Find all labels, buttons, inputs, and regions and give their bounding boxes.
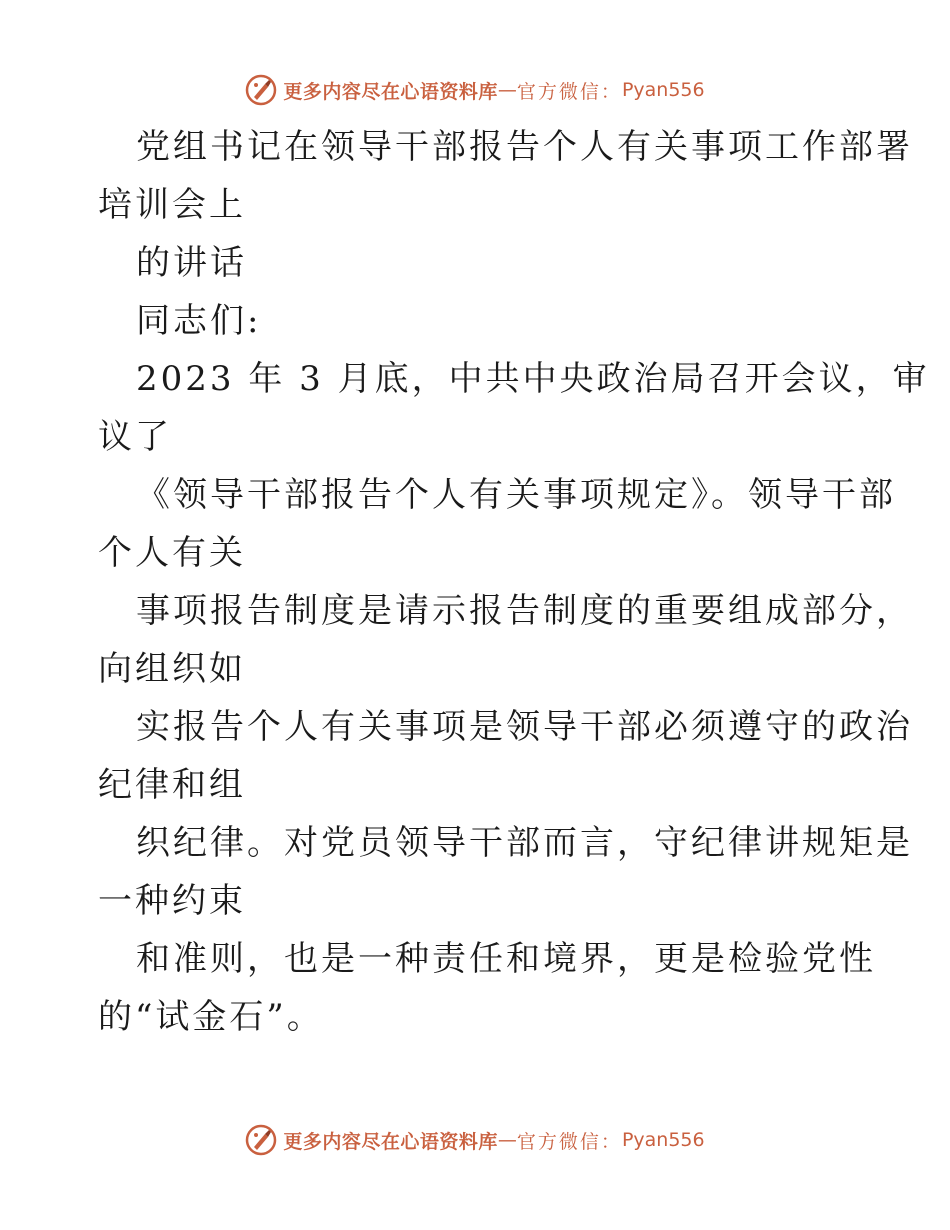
- document-line: 实报告个人有关事项是领导干部必须遵守的政治: [136, 707, 913, 747]
- document-line: 和准则，也是一种责任和境界，更是检验党性: [136, 939, 876, 979]
- footer-watermark: [0, 1120, 950, 1160]
- header-watermark: [0, 70, 950, 110]
- watermark-wechat-label: 官方微信：: [516, 80, 622, 103]
- watermark-handle: Pyan556: [621, 79, 705, 101]
- watermark-brand: 更多内容尽在心语资料库: [283, 1130, 498, 1153]
- document-line: 向组织如: [98, 649, 246, 689]
- document-line: 织纪律。对党员领导干部而言，守纪律讲规矩是: [136, 823, 913, 863]
- watermark-dash: —: [497, 79, 517, 101]
- document-line: 《领导干部报告个人有关事项规定》。领导干部: [136, 475, 896, 515]
- document-line: 培训会上: [98, 185, 246, 225]
- document-body: [98, 118, 930, 1046]
- pen-logo-icon: [245, 1124, 277, 1156]
- watermark-brand: 更多内容尽在心语资料库: [283, 80, 498, 103]
- document-line: 同志们:: [136, 301, 262, 341]
- document-line: 党组书记在领导干部报告个人有关事项工作部署: [136, 127, 913, 167]
- pen-logo-icon: [245, 74, 277, 106]
- document-line: 个人有关: [98, 533, 246, 573]
- document-line: 的“试金石”。: [98, 997, 324, 1037]
- document-line: 纪律和组: [98, 765, 246, 805]
- document-line: 事项报告制度是请示报告制度的重要组成部分，: [136, 591, 913, 631]
- document-line: 议了: [98, 417, 172, 457]
- watermark-handle: Pyan556: [621, 1129, 705, 1151]
- document-line: 2023 年 3 月底，中共中央政治局召开会议，审: [136, 359, 930, 399]
- watermark-dash: —: [497, 1129, 517, 1151]
- document-line: 一种约束: [98, 881, 246, 921]
- watermark-wechat-label: 官方微信：: [516, 1130, 622, 1153]
- document-line: 的讲话: [136, 243, 247, 283]
